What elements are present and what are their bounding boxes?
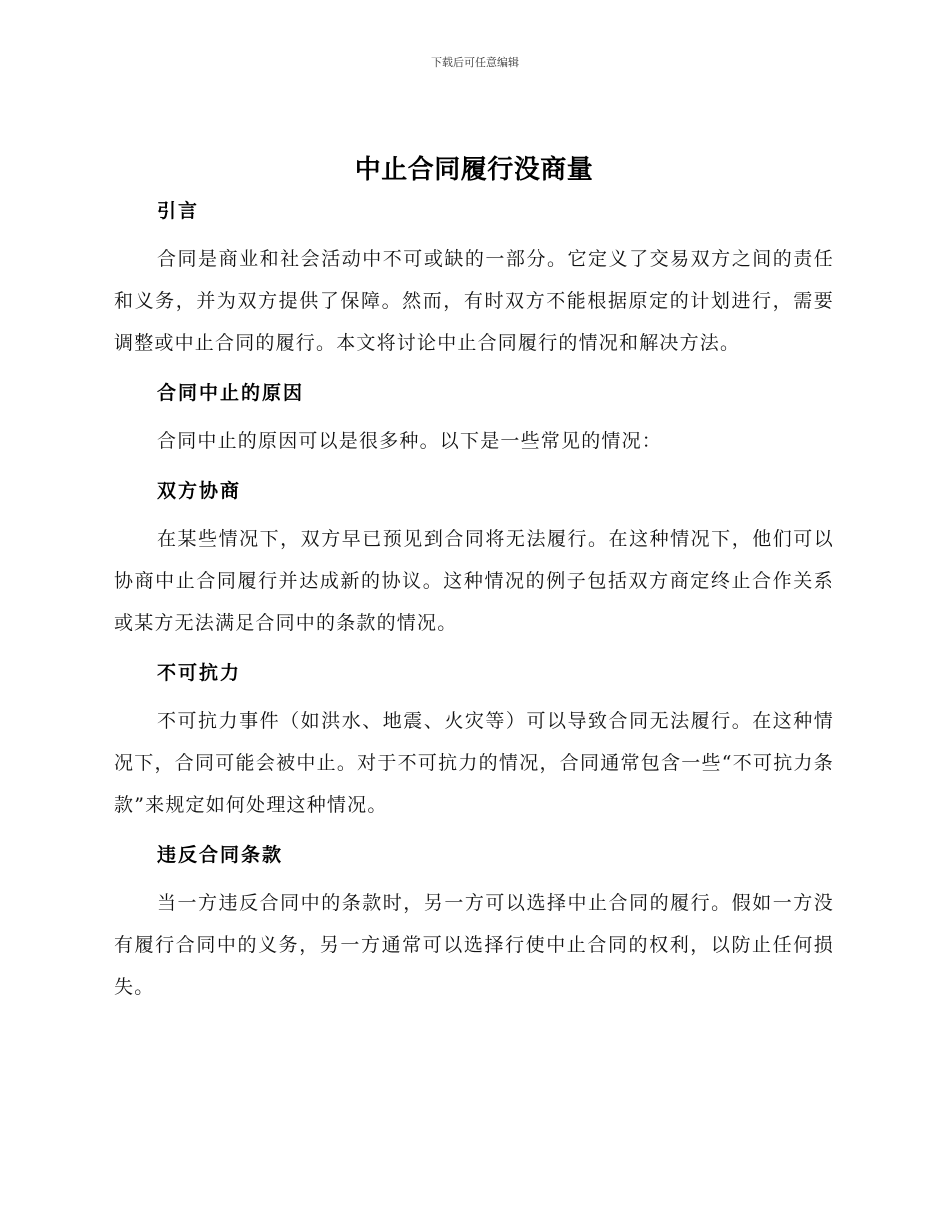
section-heading-termination-reasons: 合同中止的原因	[157, 382, 305, 404]
paragraph-breach-of-terms: 当一方违反合同中的条款时，另一方可以选择中止合同的履行。假如一方没有履行合同中的义务，另一方通常可以选择行使中止合同的权利，以防止任何损失。	[114, 892, 834, 998]
document-body	[114, 150, 834, 1008]
document-title: 中止合同履行没商量	[354, 155, 594, 185]
paragraph-termination-reasons: 合同中止的原因可以是很多种。以下是一些常见的情况：	[157, 430, 663, 452]
section-heading-introduction: 引言	[157, 200, 200, 222]
paragraph-mutual-negotiation: 在某些情况下，双方早已预见到合同将无法履行。在这种情况下，他们可以协商中止合同履行并达成新的协议。这种情况的例子包括双方商定终止合作关系或某方无法满足合同中的条款的情况。	[114, 528, 834, 634]
section-heading-force-majeure: 不可抗力	[157, 662, 242, 684]
paragraph-introduction: 合同是商业和社会活动中不可或缺的一部分。它定义了交易双方之间的责任和义务，并为双方提供了保障。然而，有时双方不能根据原定的计划进行，需要调整或中止合同的履行。本文将讨论中止合同履行的情况和解决方法。	[114, 248, 834, 354]
section-heading-breach-of-terms: 违反合同条款	[157, 844, 284, 866]
section-heading-mutual-negotiation: 双方协商	[157, 480, 242, 502]
page-header-note: 下载后可任意编辑	[431, 56, 519, 69]
paragraph-force-majeure: 不可抗力事件（如洪水、地震、火灾等）可以导致合同无法履行。在这种情况下，合同可能会被中止。对于不可抗力的情况，合同通常包含一些“不可抗力条款”来规定如何处理这种情况。	[114, 710, 834, 816]
